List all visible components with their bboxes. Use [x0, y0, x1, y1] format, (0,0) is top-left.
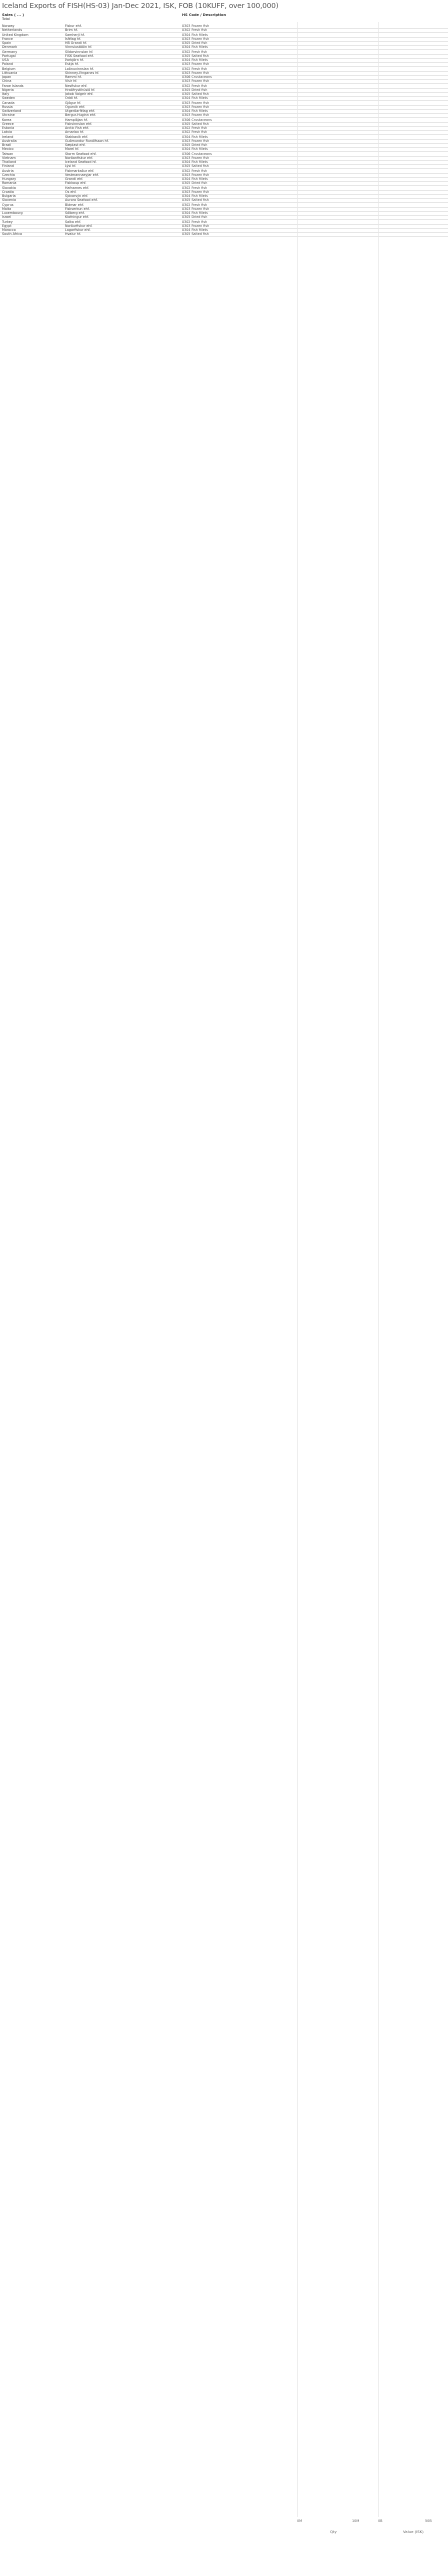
row-country: Cyprus: [2, 202, 14, 207]
row-country: Mexico: [2, 147, 14, 152]
row-company: Ögurvík ehf.: [65, 104, 86, 109]
qty-axis-tick-0: 0M: [297, 2519, 303, 2523]
row-description: 0305 Dried fish: [182, 87, 208, 92]
row-company: Rammi hf.: [65, 75, 82, 79]
row-company: Skinney-Þinganes hf.: [65, 70, 100, 75]
row-company: Storm Seafood ehf.: [65, 151, 97, 156]
row-country: Bulgaria: [2, 194, 16, 198]
row-country: Estonia: [2, 126, 15, 130]
row-company: Sjávarsýn ehf.: [65, 194, 89, 198]
row-country: United Kingdom: [2, 32, 29, 37]
value-axis-tick-1: 50B: [425, 2519, 432, 2523]
row-company: Norðurfiskur ehf.: [65, 223, 93, 228]
row-company: Salka ehf.: [65, 219, 82, 224]
row-description: 0304 Fish fillets: [182, 194, 208, 198]
row-country: South Africa: [2, 232, 23, 237]
row-description: 0303 Frozen fish: [182, 206, 210, 211]
row-description: 0303 Frozen fish: [182, 100, 210, 105]
header-col2: HS Code / Description: [182, 13, 227, 17]
row-company: Fiskur ehf.: [65, 24, 82, 28]
row-company: Blámar ehf.: [65, 202, 84, 207]
row-country: Greece: [2, 121, 14, 126]
row-description: 0302 Fresh fish: [182, 130, 208, 135]
row-description: 0303 Frozen fish: [182, 172, 210, 177]
row-description: 0302 Fresh fish: [182, 28, 208, 33]
row-country: Latvia: [2, 130, 13, 135]
row-description: 0305 Salted fish: [182, 53, 209, 58]
row-country: Canada: [2, 100, 15, 105]
row-country: Austria: [2, 168, 14, 173]
row-description: 0305 Dried fish: [182, 181, 208, 186]
row-description: 0304 Fish fillets: [182, 45, 208, 50]
row-description: 0303 Frozen fish: [182, 62, 210, 67]
row-description: 0303 Frozen fish: [182, 79, 210, 84]
row-company: Hafnarnes ehf.: [65, 185, 90, 190]
row-company: Eskja hf.: [65, 62, 79, 67]
row-company: Aurora Seafood ehf.: [65, 198, 98, 203]
row-country: Australia: [2, 138, 17, 143]
row-company: Loðnuvinnslan hf.: [65, 66, 94, 71]
row-country: Ukraine: [2, 113, 15, 118]
row-description: 0304 Fish fillets: [182, 32, 208, 37]
row-description: 0304 Fish fillets: [182, 228, 208, 232]
value-axis-title: Value (ISK): [403, 2529, 424, 2534]
row-country: Lithuania: [2, 70, 18, 75]
row-description: 0302 Fresh fish: [182, 202, 208, 207]
row-description: 0303 Frozen fish: [182, 189, 210, 194]
row-company: Síldarvinnslan hf.: [65, 49, 94, 54]
row-country: China: [2, 79, 12, 84]
row-country: Poland: [2, 62, 14, 67]
row-description: 0304 Fish fillets: [182, 109, 208, 113]
qty-axis-tick-1: 10M: [352, 2519, 360, 2523]
row-description: 0303 Frozen fish: [182, 223, 210, 228]
row-company: FISK Seafood ehf.: [65, 53, 94, 58]
row-country: Slovakia: [2, 185, 16, 190]
row-description: 0305 Dried fish: [182, 41, 208, 45]
row-country: Finland: [2, 164, 14, 169]
row-company: Fiskkaup ehf.: [65, 181, 87, 186]
row-company: Þorbjörn hf.: [65, 58, 84, 62]
row-country: Croatia: [2, 189, 14, 194]
row-description: 0304 Fish fillets: [182, 147, 208, 152]
row-description: 0303 Frozen fish: [182, 36, 210, 41]
row-company: Jakob Valgeir ehf.: [65, 92, 94, 96]
axis-baseline-1: [297, 22, 298, 2517]
row-country: Hungary: [2, 177, 17, 181]
row-country: USA: [2, 58, 9, 62]
row-description: 0305 Salted fish: [182, 121, 209, 126]
row-description: 0304 Fish fillets: [182, 211, 208, 215]
row-company: Samherji hf.: [65, 32, 85, 37]
row-country: Germany: [2, 49, 18, 54]
row-company: Útgerðarfélag ehf.: [65, 109, 95, 113]
total-label: Total: [2, 17, 10, 21]
row-description: 0302 Fresh fish: [182, 185, 208, 190]
row-company: Sólberg ehf.: [65, 211, 85, 215]
row-company: Hraðfrystihúsið hf.: [65, 87, 96, 92]
row-description: 0306 Crustaceans: [182, 117, 212, 122]
row-description: 0304 Fish fillets: [182, 96, 208, 101]
row-description: 0304 Fish fillets: [182, 134, 208, 139]
row-country: Netherlands: [2, 28, 23, 33]
row-description: 0304 Fish fillets: [182, 160, 208, 164]
row-description: 0305 Salted fish: [182, 164, 209, 169]
row-company: Fiskvinnslan ehf.: [65, 121, 93, 126]
row-company: Klofningur ehf.: [65, 215, 90, 220]
row-company: Ós ehf.: [65, 189, 77, 194]
row-description: 0305 Salted fish: [182, 232, 209, 237]
row-description: 0302 Fresh fish: [182, 66, 208, 71]
row-description: 0302 Fresh fish: [182, 83, 208, 88]
row-country: Romania: [2, 181, 17, 186]
row-company: Lagarfiskur ehf.: [65, 228, 91, 232]
row-company: HB Grandi hf.: [65, 41, 87, 45]
row-company: Iceland Seafood hf.: [65, 160, 97, 164]
row-company: Vinnslustöðin hf.: [65, 45, 93, 50]
row-description: 0302 Fresh fish: [182, 219, 208, 224]
row-company: Fiskmarkaður ehf.: [65, 168, 95, 173]
row-country: Brazil: [2, 143, 12, 147]
row-description: 0303 Frozen fish: [182, 155, 210, 160]
row-description: 0303 Frozen fish: [182, 24, 210, 28]
row-country: Nigeria: [2, 87, 14, 92]
row-country: Norway: [2, 24, 15, 28]
row-country: Taiwan: [2, 151, 14, 156]
chart-title: Iceland Exports of FISH(HS-03) Jan-Dec 2021, ISK, FOB (10KUFF, over 100,000): [2, 1, 279, 10]
row-description: 0305 Salted fish: [182, 92, 209, 96]
row-country: Morocco: [2, 228, 16, 232]
row-company: Fiskverkun ehf.: [65, 206, 90, 211]
row-company: Bergur-Huginn ehf.: [65, 113, 96, 118]
row-company: Ísfélag hf.: [65, 36, 82, 41]
row-company: Sæplast ehf.: [65, 143, 86, 147]
row-description: 0306 Crustaceans: [182, 151, 212, 156]
row-company: Lýsi hf.: [65, 164, 77, 169]
row-country: Switzerland: [2, 109, 22, 113]
row-country: Russia: [2, 104, 13, 109]
row-company: Oddi hf.: [65, 96, 78, 101]
row-description: 0302 Fresh fish: [182, 49, 208, 54]
row-country: Portugal: [2, 53, 16, 58]
row-country: Sweden: [2, 96, 16, 101]
row-company: Grandi ehf.: [65, 177, 84, 181]
row-country: Belgium: [2, 66, 16, 71]
row-description: 0306 Crustaceans: [182, 75, 212, 79]
row-country: Denmark: [2, 45, 18, 50]
row-description: 0303 Frozen fish: [182, 113, 210, 118]
row-country: Faroe Islands: [2, 83, 24, 88]
row-country: Thailand: [2, 160, 17, 164]
row-company: Marel hf.: [65, 147, 80, 152]
row-description: 0303 Frozen fish: [182, 138, 210, 143]
row-company: Vestmannaeyjar ehf.: [65, 172, 99, 177]
row-country: Italy: [2, 92, 10, 96]
row-description: 0305 Salted fish: [182, 198, 209, 203]
row-country: Spain: [2, 41, 12, 45]
row-description: 0302 Fresh fish: [182, 126, 208, 130]
row-description: 0304 Fish fillets: [182, 177, 208, 181]
row-company: Vísir hf.: [65, 79, 78, 84]
row-country: Slovenia: [2, 198, 17, 203]
row-country: Egypt: [2, 223, 12, 228]
row-company: Guðmundur Runólfsson hf.: [65, 138, 109, 143]
row-country: Luxembourg: [2, 211, 23, 215]
row-company: Brim hf.: [65, 28, 78, 33]
header-col1: Sales ( ... ): [2, 13, 24, 17]
row-country: Korea: [2, 117, 12, 122]
row-company: Arnarlax hf.: [65, 130, 85, 135]
row-country: Vietnam: [2, 155, 16, 160]
row-country: France: [2, 36, 13, 41]
row-description: 0303 Frozen fish: [182, 104, 210, 109]
row-description: 0305 Dried fish: [182, 215, 208, 220]
qty-axis-title: Qty: [330, 2529, 337, 2534]
row-country: Japan: [2, 75, 12, 79]
row-country: Turkey: [2, 219, 13, 224]
row-company: Arctic Fish ehf.: [65, 126, 89, 130]
axis-baseline-2: [378, 22, 379, 2517]
row-company: Hampiðjan hf.: [65, 117, 88, 122]
row-description: 0305 Dried fish: [182, 143, 208, 147]
row-description: 0304 Fish fillets: [182, 58, 208, 62]
row-company: Gjögur hf.: [65, 100, 82, 105]
row-company: Hvalur hf.: [65, 232, 81, 237]
row-country: Israel: [2, 215, 12, 220]
row-country: Czechia: [2, 172, 15, 177]
row-country: Malta: [2, 206, 12, 211]
row-description: 0303 Frozen fish: [182, 70, 210, 75]
row-company: Norðanfiskur ehf.: [65, 155, 94, 160]
row-country: Ireland: [2, 134, 14, 139]
value-axis-tick-0: 0B: [378, 2519, 383, 2523]
row-company: Stakkavík ehf.: [65, 134, 89, 139]
row-company: Nesfiskur ehf.: [65, 83, 88, 88]
row-description: 0302 Fresh fish: [182, 168, 208, 173]
